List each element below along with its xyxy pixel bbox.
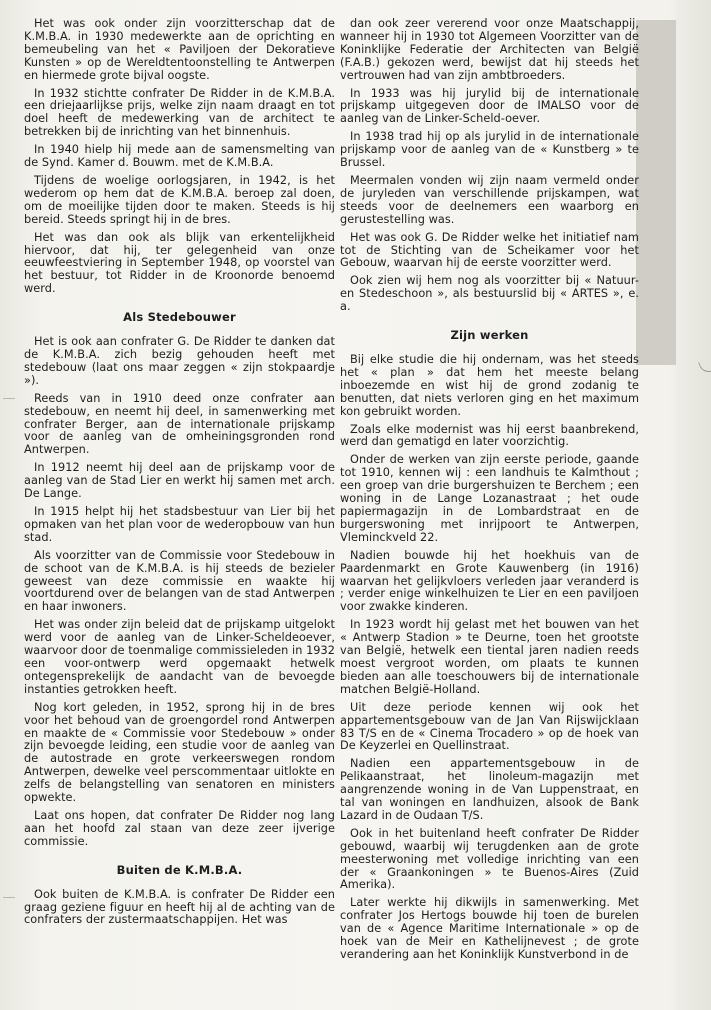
paragraph: Nadien bouwde hij het hoekhuis van de Paardenmarkt en Grote Kauwenberg (in 1916) waarvan het gelijkvloers verleden jaar veranderd is ; verder enige winkelhuizen te Lier en een paviljoen voor zwakke kinderen. xyxy=(340,548,639,614)
paragraph: Het is ook aan confrater G. De Ridder te danken dat de K.M.B.A. zich bezig gehouden heeft met stedebouw (laat ons maar zeggen « zijn stokpaardje »). xyxy=(24,335,335,387)
paragraph: In 1940 hielp hij mede aan de samensmelting van de Synd. Kamer d. Bouwm. met de K.M.B.A. xyxy=(24,143,335,170)
paragraph: Zoals elke modernist was hij eerst baanbrekend, werd dan gematigd en later voorzichtig. xyxy=(340,422,639,449)
paragraph: In 1933 was hij jurylid bij de internationale prijskamp uitgegeven door de IMALSO voor de aanleg van de Linker-Scheld-oever. xyxy=(340,86,639,126)
paragraph: Ook buiten de K.M.B.A. is confrater De Ridder een graag geziene figuur en heeft hij al de achting van de confraters der zustermaatschappijen. Het was xyxy=(24,887,335,927)
paragraph: In 1932 stichtte confrater De Ridder in de K.M.B.A. een driejaarlijkse prijs, welke zijn naam draagt en tot doel heeft de medewerking van de architect te betrekken bij de inrichting van het binnenhuis. xyxy=(24,86,335,139)
paragraph: Het was ook G. De Ridder welke het initiatief nam tot de Stichting van de Scheikamer voor het Gebouw, waarvan hij de eerste voorzitter werd. xyxy=(340,230,639,270)
paper-shadow-strip xyxy=(636,20,676,365)
paragraph: Nog kort geleden, in 1952, sprong hij in de bres voor het behoud van de groengordel rond Antwerpen en maakte de « Commissie voor Stedebouw » onder zijn bevoegde leiding, een studie voor de aanleg van de autostrade en grote verkeerswegen rondom Antwerpen, dewelke veel perscommentaar uitlokte en zelfs de belangstelling van senatoren en ministers opwekte. xyxy=(24,700,335,805)
margin-mark xyxy=(3,897,15,898)
section-heading-werken: Zijn werken xyxy=(450,328,529,343)
paragraph: Tijdens de woelige oorlogsjaren, in 1942, is het wederom op hem dat de K.M.B.A. beroep zal doen, om de moeilijke tijden door te maken. Steeds is hij bereid. Steeds springt hij in de bres. xyxy=(24,173,335,226)
paragraph: Nadien een appartementsgebouw in de Pelikaanstraat, het linoleum-magazijn met aangrenzende woning in de Van Luppenstraat, en tal van woningen en landhuizen, alsook de Bank Lazard in de Oudaan T/S. xyxy=(340,757,639,822)
paragraph: Het was dan ook als blijk van erkentelijkheid hiervoor, dat hij, ter gelegenheid van onze eeuwfeestviering in September 1948, op voorstel van het bestuur, tot Ridder in de Kroonorde benoemd werd. xyxy=(24,230,335,296)
paragraph: In 1923 wordt hij gelast met het bouwen van het « Antwerp Stadion » te Deurne, toen het grootste van België, hetwelk een tiental jaren nadien reeds moest vergroot worden, om plaats te kunnen bieden aan alle toeschouwers bij de internationale matchen België-Holland. xyxy=(340,618,639,696)
paragraph: Onder de werken van zijn eerste periode, gaande tot 1910, kennen wij : een landhuis te Kalmthout ; een groep van drie burgershuizen te Berchem ; een woning in de Lange Lozanastraat ; het oude papiermagazijn in de Lombardstraat en de burgerswoning met inrijpoort te Antwerpen, Vleminckveld 22. xyxy=(340,453,639,544)
paragraph: In 1912 neemt hij deel aan de prijskamp voor de aanleg van de Stad Lier en werkt hij samen met arch. De Lange. xyxy=(24,461,335,501)
paragraph: Het was onder zijn beleid dat de prijskamp uitgelokt werd voor de aanleg van de Linker-Scheldeoever, waarvoor door de toenmalige commissieleden in 1932 een voor-ontwerp werd opgemaakt hetwelk ontegensprekelijk de aandacht van de bevoegde instanties getrokken heeft. xyxy=(24,618,336,696)
paragraph: Reeds van in 1910 deed onze confrater aan stedebouw, en neemt hij deel, in samenwerking met confrater Berger, aan de internationale prijskamp voor de aanleg van de omheiningsgronden rond Antwerpen. xyxy=(24,391,335,457)
paragraph: Uit deze periode kennen wij ook het appartementsgebouw van de Jan Van Rijswijcklaan 83 T/S en de « Cinema Trocadero » op de hoek van De Keyzerlei en Quellinstraat. xyxy=(340,700,639,753)
paragraph: Het was ook onder zijn voorzitterschap dat de K.M.B.A. in 1930 medewerkte aan de oprichting en bemeubeling van het « Paviljoen der Dekoratieve Kunsten » op de Wereldtentoonstelling te Antwerpen en hiermede grote bijval oogste. xyxy=(24,17,335,82)
section-heading-buiten: Buiten de K.M.B.A. xyxy=(116,862,243,877)
left-column xyxy=(24,18,335,932)
paragraph: Laat ons hopen, dat confrater De Ridder nog lang aan het hoofd zal staan van deze zeer ijverige commissie. xyxy=(24,808,335,848)
paragraph: Later werkte hij dikwijls in samenwerking. Met confrater Jos Hertogs bouwde hij toen de burelen van de « Agence Maritime Internationale » op de hoek van de Meir en Kathelijnevest ; de grote verandering aan het Koninklijk Kunstverbond in de xyxy=(340,896,639,961)
paragraph: Als voorzitter van de Commissie voor Stedebouw in de schoot van de K.M.B.A. is hij steeds de bezieler geweest van deze commissie en waakte hij voortdurend over de belangen van de stad Antwerpen en haar inwoners. xyxy=(24,548,335,614)
paragraph: Meermalen vonden wij zijn naam vermeld onder de juryleden van verschillende prijskampen, wat steeds voor de deelnemers een waarborg en gerustestelling was. xyxy=(340,173,639,226)
page-edge xyxy=(676,0,711,1010)
paragraph: Ook zien wij hem nog als voorzitter bij « Natuur- en Stedeschoon », als bestuurslid bij « ARTES », e. a. xyxy=(340,274,639,314)
right-column xyxy=(340,18,639,967)
paragraph: Ook in het buitenland heeft confrater De Ridder gebouwd, waarbij wij terugdenken aan de grote meesterwoning met volledige inrichting van een der « Graankoningen » te Buenos-Aires (Zuid Amerika). xyxy=(340,826,639,892)
paragraph: In 1938 trad hij op als jurylid in de internationale prijskamp voor de aanleg van de « Kunstberg » te Brussel. xyxy=(340,130,639,170)
paragraph: In 1915 helpt hij het stadsbestuur van Lier bij het opmaken van het plan voor de wederopbouw van hun stad. xyxy=(24,505,335,544)
margin-mark xyxy=(3,398,15,399)
paragraph: dan ook zeer vererend voor onze Maatschappij, wanneer hij in 1930 tot Algemeen Voorzitter van de Koninklijke Federatie der Architecten van België (F.A.B.) gekozen werd, bewijst dat hij steeds het vertrouwen had van zijn ambtbroeders. xyxy=(340,17,639,82)
paragraph: Bij elke studie die hij ondernam, was het steeds het « plan » dat hem het meeste belang inboezemde en wist hij de grond zodanig te benutten, dat niets verloren ging en het maximum kon gebruikt worden. xyxy=(340,353,639,418)
section-heading-stedebouwer: Als Stedebouwer xyxy=(123,310,236,325)
